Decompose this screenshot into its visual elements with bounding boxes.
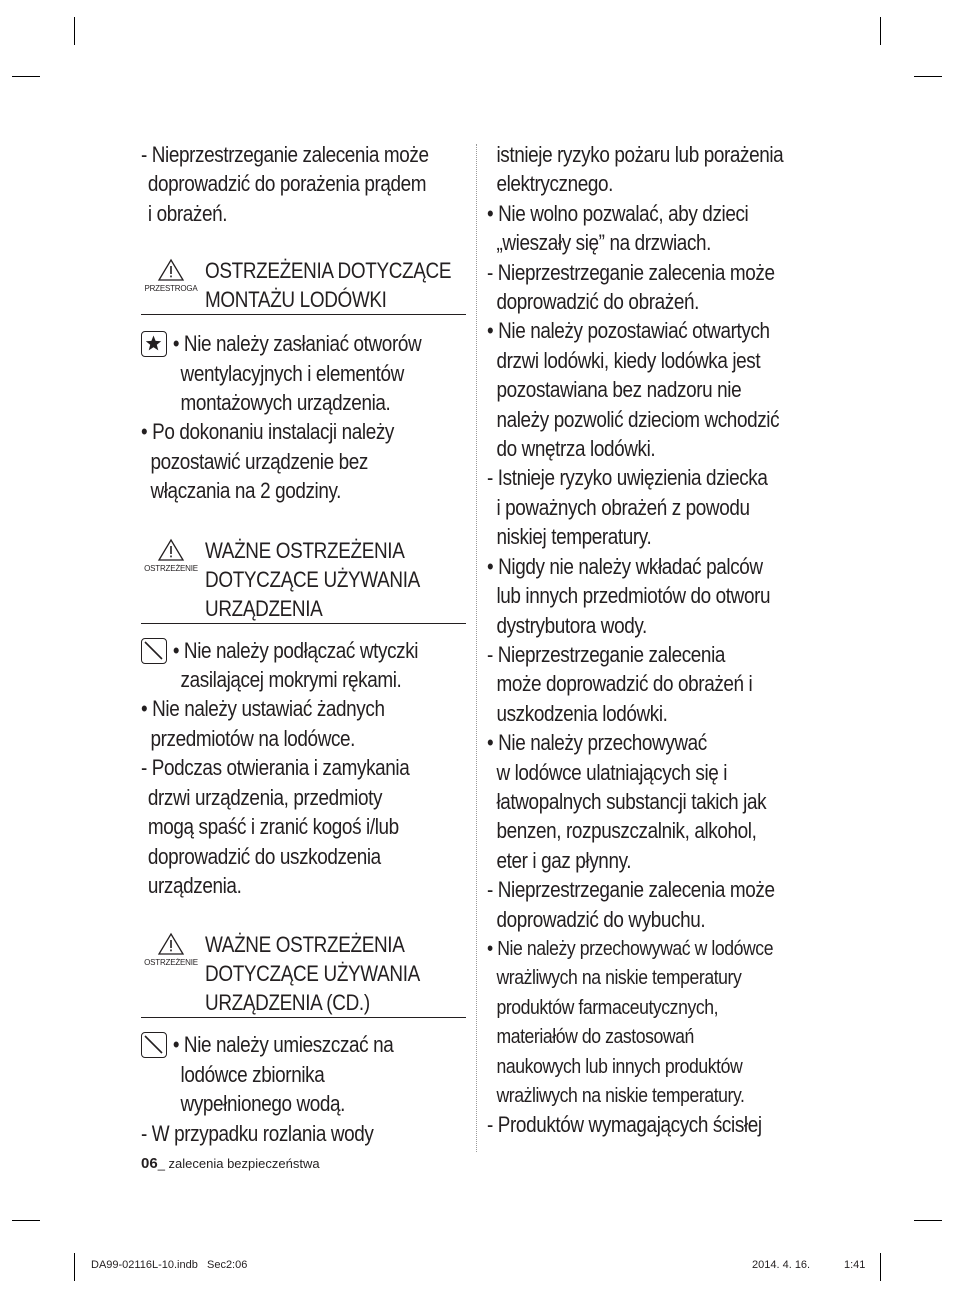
text-line: łatwopalnych substancji takich jak	[496, 788, 767, 814]
warning-triangle-icon	[157, 538, 185, 562]
heading-line: MONTAŻU LODÓWKI	[205, 287, 387, 313]
crop-mark	[880, 17, 881, 45]
text-line: zasilającej mokrymi rękami.	[180, 667, 402, 693]
caution-warning	[141, 258, 201, 294]
warning-label: PRZESTROGA	[144, 284, 198, 294]
text-line: - Nieprzestrzeganie zalecenia może	[141, 142, 429, 167]
heading-line: DOTYCZĄCE UŻYWANIA	[205, 566, 420, 592]
crop-mark	[914, 1220, 942, 1221]
heading-line: OSTRZEŻENIA DOTYCZĄCE	[205, 258, 452, 284]
text-line: dystrybutora wody.	[496, 612, 647, 638]
crop-mark	[914, 76, 942, 77]
section-heading-usage	[141, 536, 466, 624]
text-line: • Nie wolno pozwalać, aby dzieci	[487, 200, 749, 226]
crop-mark	[12, 1220, 40, 1221]
text-line: należy pozwolić dzieciom wchodzić	[496, 406, 780, 432]
text-line: w lodówce ulatniających się i	[496, 759, 728, 785]
heading-line: WAŻNE OSTRZEŻENIA	[205, 932, 405, 958]
warning-label: OSTRZEŻENIE	[144, 563, 198, 573]
right-column	[487, 140, 822, 1140]
section-heading-installation	[141, 256, 466, 315]
text-line: - Podczas otwierania i zamykania	[141, 755, 410, 781]
left-column	[141, 140, 466, 1148]
text-line: produktów farmaceutycznych,	[496, 995, 719, 1019]
text-line: wrażliwych na niskie temperatury.	[496, 1084, 745, 1107]
heading-line: DOTYCZĄCE UŻYWANIA	[205, 961, 420, 987]
text-line: materiałów do zastosowań	[496, 1025, 694, 1049]
text-line: • Nie należy ustawiać żadnych	[141, 696, 385, 722]
warning-warning	[141, 538, 201, 574]
text-line: lodówce zbiornika	[180, 1061, 325, 1087]
text-line: wypełnionego wodą.	[180, 1091, 346, 1117]
text-line: • Nie należy pozostawiać otwartych	[487, 318, 770, 344]
text-line: urządzenia.	[147, 872, 242, 898]
crop-mark	[880, 1253, 881, 1281]
text-line: - Nieprzestrzeganie zalecenia	[487, 641, 726, 667]
text-line: wentylacyjnych i elementów	[180, 360, 404, 386]
text-line: benzen, rozpuszczalnik, alkohol,	[496, 818, 757, 844]
footer-separator: _	[157, 1156, 169, 1171]
text-line: - Nieprzestrzeganie zalecenia może	[487, 877, 775, 903]
column-divider	[476, 144, 477, 1152]
text-line: przedmiotów na lodówce.	[150, 725, 356, 751]
text-line: - Produktów wymagających ścisłej	[487, 1112, 762, 1138]
text-line: • Nie należy przechowywać	[487, 730, 707, 756]
print-slug-file: DA99-02116L-10.indb Sec2:06	[91, 1259, 248, 1271]
print-slug-time: 1:41	[844, 1259, 866, 1271]
text-line: • Nigdy nie należy wkładać palców	[487, 553, 763, 579]
text-line: włączania na 2 godziny.	[150, 478, 342, 504]
text-line: może doprowadzić do obrażeń i	[496, 671, 753, 697]
text-line: pozostawiana bez nadzoru nie	[496, 377, 742, 403]
text-line: pozostawić urządzenie bez	[150, 448, 368, 474]
crop-mark	[74, 1253, 75, 1281]
warning-triangle-icon	[157, 932, 185, 956]
crop-mark	[74, 17, 75, 45]
text-line: lub innych przedmiotów do otworu	[496, 583, 771, 609]
heading-line: URZĄDZENIA (CD.)	[205, 990, 370, 1016]
text-line: - Nieprzestrzeganie zalecenia może	[487, 259, 775, 285]
text-line: • Nie należy przechowywać w lodówce	[487, 936, 774, 960]
section-heading-usage-continued	[141, 930, 466, 1018]
text-line: - W przypadku rozlania wody	[141, 1120, 374, 1146]
section1-items	[141, 329, 466, 505]
page-footer	[141, 1155, 320, 1172]
text-line: i poważnych obrażeń z powodu	[496, 494, 750, 520]
warning-triangle-icon	[157, 258, 185, 282]
text-line: drzwi urządzenia, przedmioty	[147, 784, 383, 810]
text-line: doprowadzić do wybuchu.	[496, 906, 706, 932]
text-line: drzwi lodówki, kiedy lodówka jest	[496, 347, 761, 373]
text-line: • Nie należy umieszczać na	[172, 1032, 394, 1058]
text-line: do wnętrza lodówki.	[496, 436, 656, 462]
text-line: mogą spaść i zranić kogoś i/lub	[147, 814, 399, 840]
text-line: • Po dokonaniu instalacji należy	[141, 419, 394, 445]
heading-line: URZĄDZENIA	[205, 595, 323, 621]
text-line: i obrażeń.	[147, 200, 228, 226]
text-line: naukowych lub innych produktów	[496, 1054, 743, 1078]
text-line: doprowadzić do uszkodzenia	[147, 843, 381, 869]
warning-label: OSTRZEŻENIE	[144, 958, 198, 968]
text-line: wrażliwych na niskie temperatury	[496, 966, 742, 990]
text-line: • Nie należy podłączać wtyczki	[172, 637, 419, 663]
text-line: „wieszały się” na drzwiach.	[496, 230, 712, 256]
text-line: elektrycznego.	[496, 171, 614, 197]
text-line: eter i gaz płynny.	[496, 847, 632, 873]
text-line: uszkodzenia lodówki.	[496, 700, 668, 726]
page-number: 06	[141, 1155, 158, 1172]
footer-section-title: zalecenia bezpieczeństwa	[168, 1156, 320, 1171]
text-line: doprowadzić do porażenia prądem	[147, 171, 427, 197]
intro-text	[141, 140, 466, 228]
print-slug-date: 2014. 4. 16.	[752, 1259, 811, 1271]
section3-items	[141, 1030, 466, 1148]
text-line: istnieje ryzyko pożaru lub porażenia	[496, 142, 784, 167]
text-line: - Istnieje ryzyko uwięzienia dziecka	[487, 465, 768, 491]
warning-warning	[141, 932, 201, 968]
text-line: niskiej temperatury.	[496, 524, 652, 550]
text-line: montażowych urządzenia.	[180, 390, 391, 416]
section2-items	[141, 636, 466, 901]
heading-line: WAŻNE OSTRZEŻENIA	[205, 537, 405, 563]
text-line: doprowadzić do obrażeń.	[496, 289, 699, 315]
crop-mark	[12, 76, 40, 77]
text-line: • Nie należy zasłaniać otworów	[172, 331, 422, 357]
